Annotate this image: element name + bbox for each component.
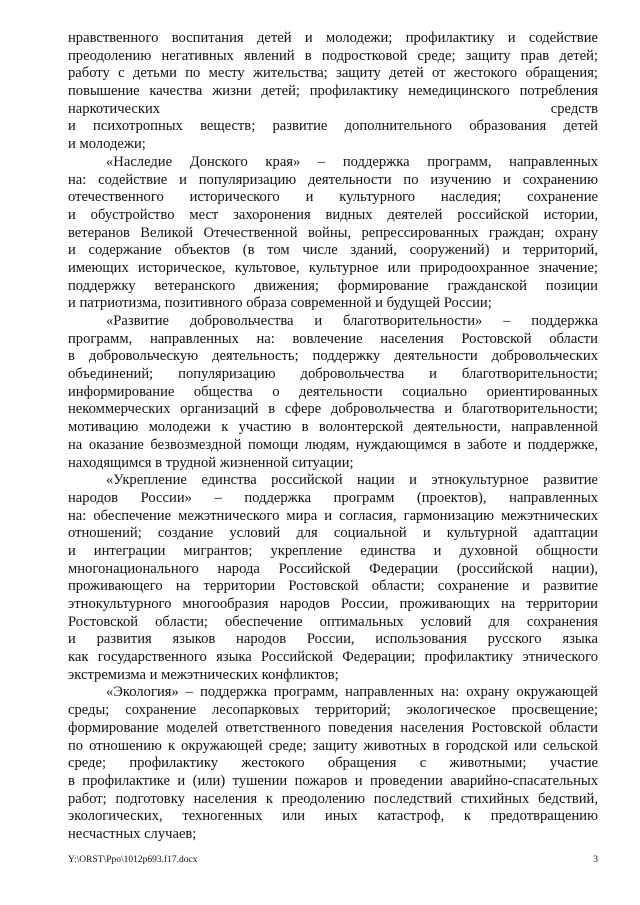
text-line: имеющих историческое, культовое, культурное или природоохранное значение; — [68, 259, 598, 276]
text-line: информирование общества о деятельности социально ориентированных — [68, 383, 598, 400]
text-line: программ, направленных на: вовлечение населения Ростовской области — [68, 330, 598, 347]
text-line: повышение качества жизни детей; профилактику немедицинского потребления — [68, 83, 598, 100]
text-line: народов России» – поддержка программ (проектов), направленных — [68, 489, 598, 506]
text-line: экологических, техногенных или иных катастроф, к предотвращению — [68, 808, 598, 825]
text-line: работ; подготовку населения к преодолению последствий стихийных бедствий, — [68, 790, 598, 807]
text-line: и психотропных веществ; развитие дополнительного образования детей — [68, 118, 598, 135]
text-line: отношений; создание условий для социальной и культурной адаптации — [68, 525, 598, 542]
text-line: «Развитие добровольчества и благотворительности» – поддержка — [106, 313, 598, 329]
text-line: некоммерческих организаций в сфере добровольчества и благотворительности; — [68, 401, 598, 418]
text-line: работу с детьми по месту жительства; защиту детей от жестокого обращения; — [68, 65, 598, 82]
text-line: на оказание безвозмездной помощи людям, нуждающимся в заботе и поддержке, — [68, 436, 598, 453]
text-line: формирование моделей ответственного поведения населения Ростовской области — [68, 719, 598, 736]
text-line: находящимся в трудной жизненной ситуации; — [68, 454, 354, 471]
text-line: поддержку ветеранского движения; формирование гражданской позиции — [68, 277, 598, 294]
text-line: нравственного воспитания детей и молодежи; профилактику и содействие — [68, 30, 598, 46]
text-line: и интеграции мигрантов; укрепление единства и духовной общности — [68, 542, 598, 559]
text-line: среде; профилактику жестокого обращения с животными; участие — [68, 755, 598, 772]
text-line: по отношению к окружающей среде; защиту животных в городской или сельской — [68, 737, 598, 754]
text-line: на: обеспечение межэтнического мира и согласия, гармонизацию межэтнических — [68, 507, 598, 524]
text-line: преодолению негативных явлений в подростковой среде; защиту прав детей; — [68, 47, 598, 64]
text-line: и обустройство мест захоронения видных деятелей российской истории, — [68, 206, 598, 223]
text-line: ветеранов Великой Отечественной войны, репрессированных граждан; охрану — [68, 224, 598, 241]
text-line: и молодежи; — [68, 136, 146, 153]
text-line: несчастных случаев; — [68, 825, 197, 842]
document-body — [68, 30, 598, 844]
text-line: на: содействие и популяризацию деятельности по изучению и сохранению — [68, 171, 598, 188]
text-line: мотивацию молодежи к участию в волонтерской деятельности, направленной — [68, 419, 598, 436]
text-line: в добровольческую деятельность; поддержку деятельности добровольческих — [68, 348, 598, 365]
text-line: «Наследие Донского края» – поддержка программ, направленных — [106, 153, 598, 170]
text-line: «Экология» – поддержка программ, направленных на: охрану окружающей — [106, 684, 598, 701]
footer-file-path: Y:\ORST\Ppo\1012p693.f17.docx — [68, 855, 198, 865]
text-line: отечественного исторического и культурного наследия; сохранение — [68, 189, 598, 206]
text-line: и развития языков народов России, использования русского языка — [68, 631, 598, 648]
text-line: в профилактике и (или) тушении пожаров и проведении аварийно-спасательных — [68, 772, 598, 789]
text-line: как государственного языка Российской Федерации; профилактику этнического — [68, 649, 598, 666]
text-line: проживающего на территории Ростовской области; сохранение и развитие — [68, 578, 598, 595]
text-line: и содержание объектов (в том числе зданий, сооружений) и территорий, — [68, 242, 598, 259]
footer-page-number: 3 — [593, 855, 598, 865]
text-line: наркотических средств — [68, 100, 598, 117]
text-line: этнокультурного многообразия народов России, проживающих на территории — [68, 596, 598, 612]
text-line: и патриотизма, позитивного образа современной и будущей России; — [68, 295, 492, 312]
page-footer — [68, 853, 598, 867]
text-line: среды; сохранение лесопарковых территорий; экологическое просвещение; — [68, 702, 598, 719]
text-line: многонационального народа Российской Федерации (российской нации), — [68, 560, 598, 577]
text-line: экстремизма и межэтнических конфликтов; — [68, 666, 339, 683]
text-line: Ростовской области; обеспечение оптимальных условий для сохранения — [68, 613, 598, 630]
text-line: «Укрепление единства российской нации и этнокультурное развитие — [106, 472, 598, 489]
text-line: объединений; популяризацию добровольчества и благотворительности; — [68, 366, 598, 383]
